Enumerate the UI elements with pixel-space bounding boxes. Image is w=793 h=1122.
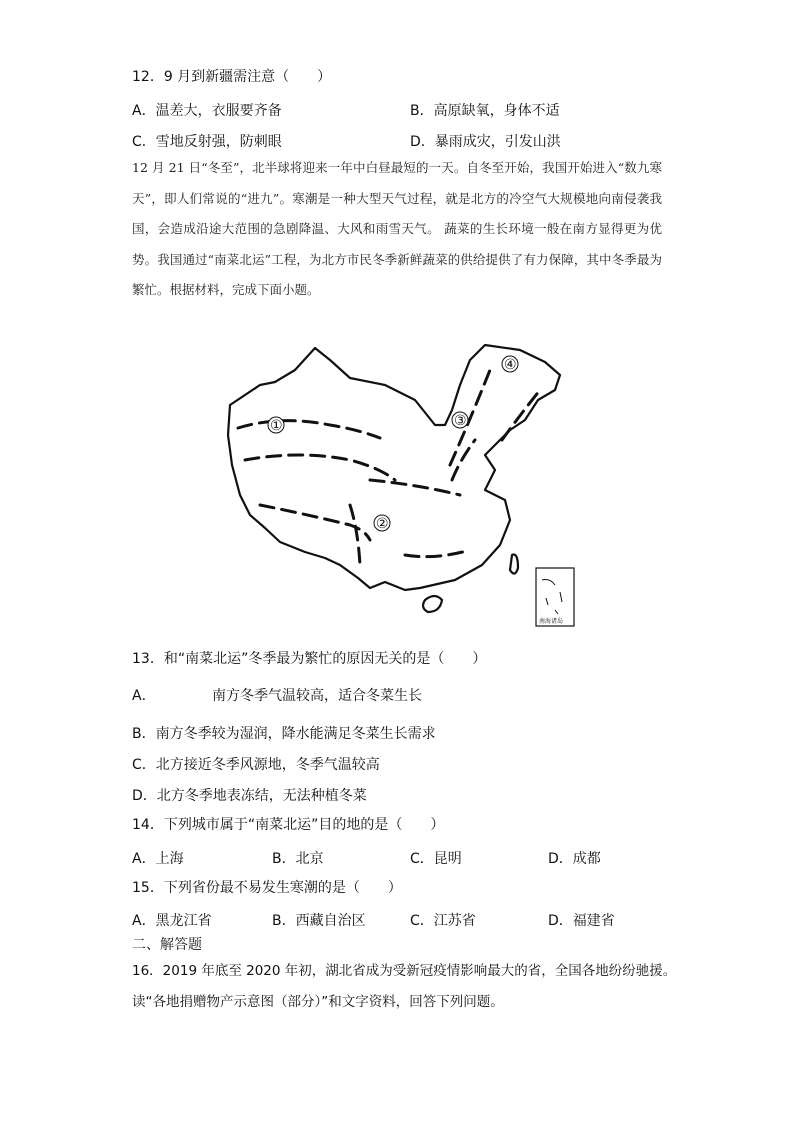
q13-option-b[interactable]: B．南方冬季较为湿润，降水能满足冬菜生长需求 bbox=[132, 726, 436, 742]
q12-option-c[interactable]: C．雪地反射强，防刺眼 bbox=[132, 134, 282, 150]
q13-option-d[interactable]: D．北方冬季地表冻结，无法种植冬菜 bbox=[132, 788, 367, 804]
china-map-svg bbox=[220, 330, 580, 630]
material-passage: 12 月 21 日“冬至”，北半球将迎来一年中白昼最短的一天。自冬至开始，我国开始进入“数九寒天”，即人们常说的“进九”。寒潮是一种大型天气过程，就是北方的冷空气大规模地向南侵袭我国，会造成沿途大范围的急剧降温、大风和雨雪天气。 蔬菜的生长环境一般在南方显得更为优势。我国通过“南菜北运”工程，为北方市民冬季新鲜蔬菜的供给提供了有力保障，其中冬季最为繁忙。根据材料，完成下面小题。 bbox=[132, 160, 662, 297]
china-map-figure bbox=[220, 330, 580, 630]
map-label-1: ① bbox=[270, 418, 283, 434]
map-label-2: ② bbox=[376, 516, 389, 532]
q12-option-a[interactable]: A．温差大，衣服要齐备 bbox=[132, 103, 282, 119]
q12-stem: 12．9 月到新疆需注意（ ） bbox=[132, 69, 332, 85]
q13-option-a-letter[interactable]: A． bbox=[132, 688, 156, 704]
q14-option-a[interactable]: A．上海 bbox=[132, 851, 184, 867]
q13-option-a-text[interactable]: 南方冬季气温较高，适合冬菜生长 bbox=[212, 688, 422, 704]
inset-label: 南海诸岛 bbox=[539, 618, 564, 625]
q13-option-c[interactable]: C．北方接近冬季风源地，冬季气温较高 bbox=[132, 757, 380, 773]
q15-option-d[interactable]: D．福建省 bbox=[548, 913, 615, 929]
map-label-3: ③ bbox=[454, 413, 467, 429]
q14-stem: 14．下列城市属于“南菜北运”目的地的是（ ） bbox=[132, 817, 445, 833]
map-mountain-tianshan bbox=[238, 421, 380, 438]
q14-option-c[interactable]: C．昆明 bbox=[410, 851, 462, 867]
map-mountain-changbai bbox=[502, 390, 540, 440]
map-outline bbox=[228, 345, 560, 590]
map-mountain-taihang bbox=[452, 440, 475, 480]
map-taiwan bbox=[510, 555, 518, 574]
section-heading: 二、解答题 bbox=[132, 937, 202, 953]
map-hainan bbox=[423, 596, 442, 612]
q12-option-b[interactable]: B．高原缺氧，身体不适 bbox=[410, 103, 560, 119]
q15-stem: 15．下列省份最不易发生寒潮的是（ ） bbox=[132, 880, 402, 896]
map-mountain-himalaya bbox=[260, 505, 370, 540]
q16-line-2: 读“各地捐赠物产示意图（部分）”和文字资料，回答下列问题。 bbox=[132, 994, 504, 1010]
q15-option-c[interactable]: C．江苏省 bbox=[410, 913, 476, 929]
map-mountain-nanling bbox=[405, 550, 470, 557]
south-china-sea-inset bbox=[536, 568, 574, 626]
map-mountain-hengduan bbox=[350, 505, 360, 565]
q13-stem: 13．和“南菜北运”冬季最为繁忙的原因无关的是（ ） bbox=[132, 651, 487, 667]
map-label-4: ④ bbox=[504, 357, 517, 373]
q15-option-a[interactable]: A．黑龙江省 bbox=[132, 913, 212, 929]
map-mountain-kunlun bbox=[245, 455, 395, 480]
q15-option-b[interactable]: B．西藏自治区 bbox=[272, 913, 366, 929]
q14-option-d[interactable]: D．成都 bbox=[548, 851, 601, 867]
map-mountain-qinling bbox=[370, 480, 460, 495]
q14-option-b[interactable]: B．北京 bbox=[272, 851, 324, 867]
q12-option-d[interactable]: D．暴雨成灾，引发山洪 bbox=[410, 134, 561, 150]
q16-line-1: 16．2019 年底至 2020 年初，湖北省成为受新冠疫情影响最大的省，全国各地纷纷驰援。 bbox=[132, 963, 677, 979]
